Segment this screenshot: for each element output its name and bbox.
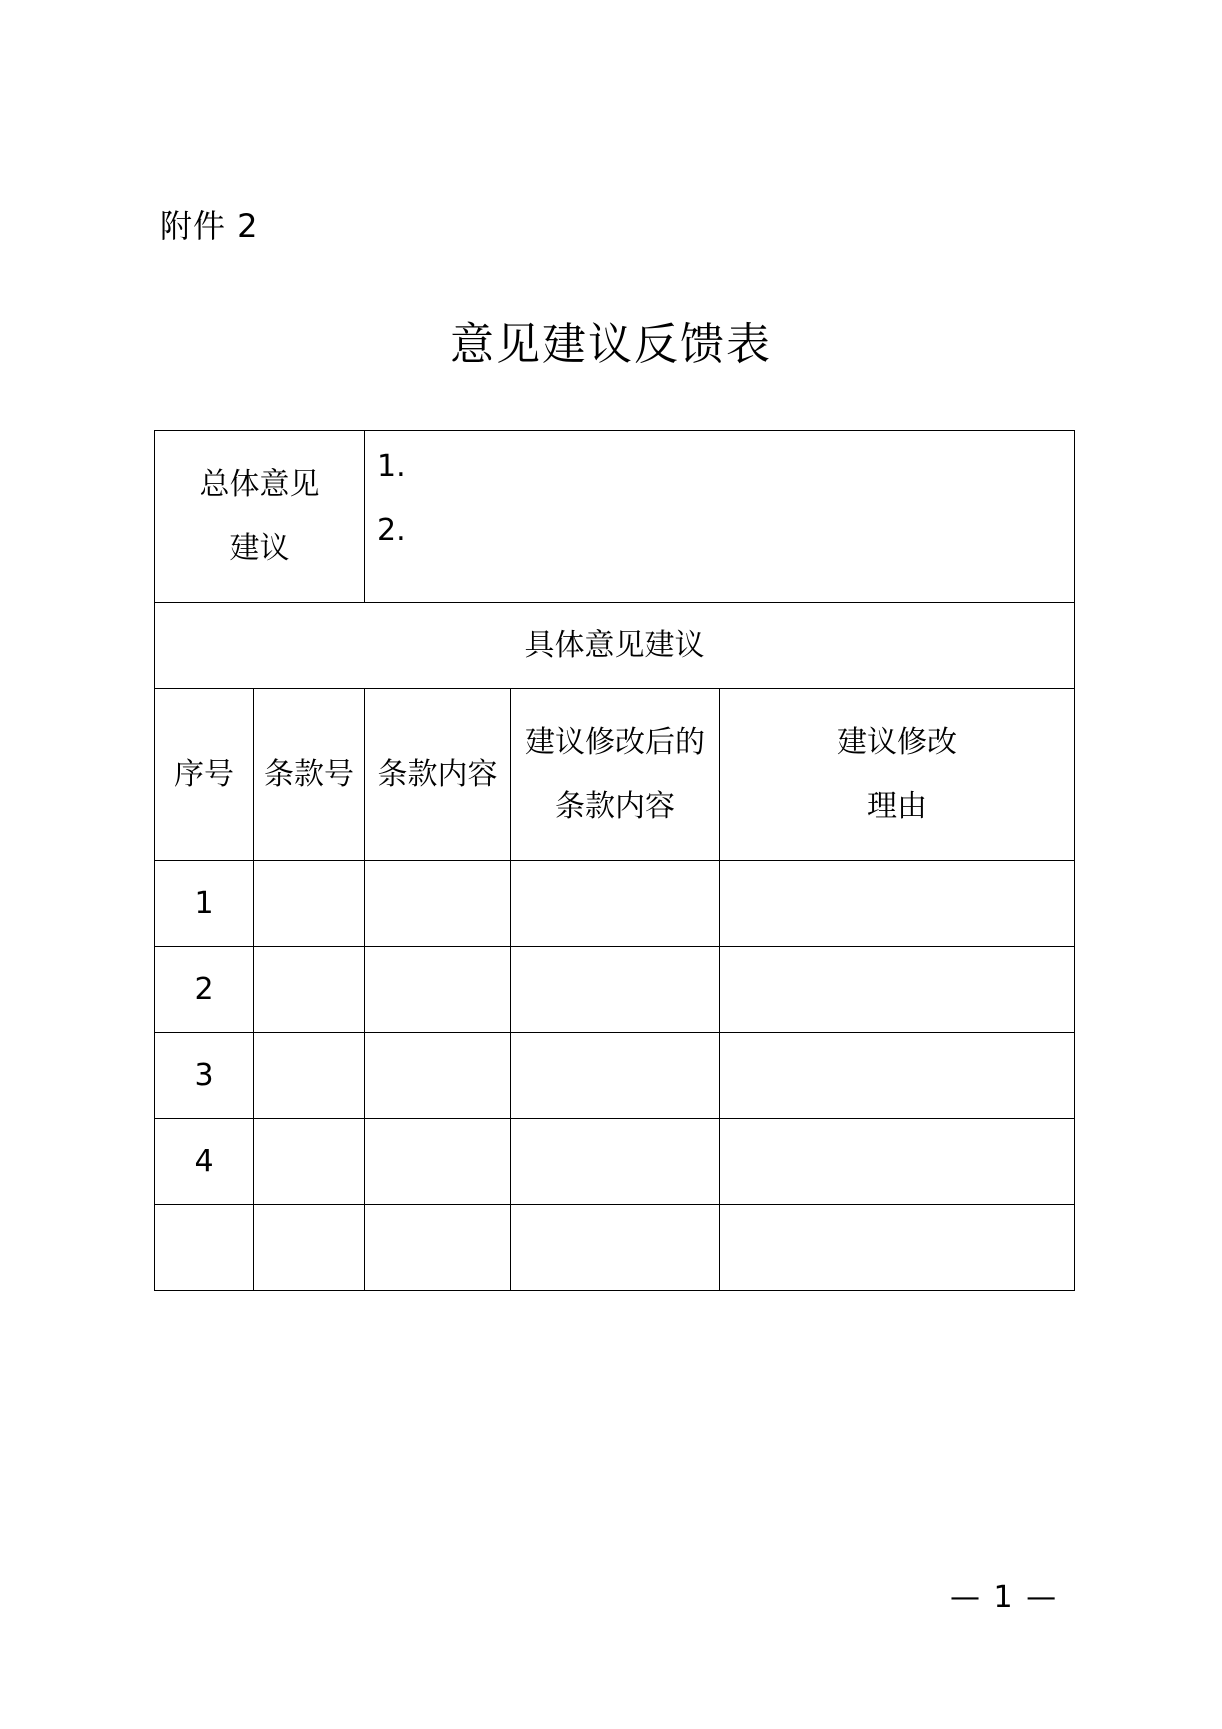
document-title: 意见建议反馈表 bbox=[450, 319, 772, 370]
clause-no-cell[interactable] bbox=[254, 1205, 365, 1291]
feedback-form-table bbox=[154, 430, 1075, 1291]
overall-suggestions-field[interactable] bbox=[365, 431, 1075, 603]
reason-cell[interactable] bbox=[720, 1119, 1075, 1205]
clause-content-cell[interactable] bbox=[365, 1033, 511, 1119]
reason-cell[interactable] bbox=[720, 947, 1075, 1033]
overall-item-1: 1. bbox=[377, 449, 406, 484]
overall-suggestions-row bbox=[155, 431, 1075, 603]
header-revised-line2: 条款内容 bbox=[555, 788, 675, 824]
row-seq: 2 bbox=[155, 947, 254, 1033]
clause-content-cell[interactable] bbox=[365, 861, 511, 947]
table-row bbox=[155, 861, 1075, 947]
table-row bbox=[155, 947, 1075, 1033]
header-reason-line1: 建议修改 bbox=[837, 724, 957, 760]
reason-cell[interactable] bbox=[720, 1033, 1075, 1119]
overall-label-line1: 总体意见 bbox=[199, 466, 320, 502]
clause-no-cell[interactable] bbox=[254, 1119, 365, 1205]
row-seq bbox=[155, 1205, 254, 1291]
specific-suggestions-label: 具体意见建议 bbox=[155, 603, 1075, 689]
header-revised-content bbox=[511, 689, 720, 861]
row-seq: 4 bbox=[155, 1119, 254, 1205]
clause-content-cell[interactable] bbox=[365, 947, 511, 1033]
revised-content-cell[interactable] bbox=[511, 1205, 720, 1291]
header-revised-line1: 建议修改后的 bbox=[525, 724, 705, 760]
page-number: — 1 — bbox=[950, 1580, 1059, 1615]
header-clause-no: 条款号 bbox=[254, 689, 365, 861]
overall-item-2: 2. bbox=[377, 513, 406, 548]
clause-no-cell[interactable] bbox=[254, 861, 365, 947]
revised-content-cell[interactable] bbox=[511, 1033, 720, 1119]
table-header-row bbox=[155, 689, 1075, 861]
header-seq: 序号 bbox=[155, 689, 254, 861]
row-seq: 1 bbox=[155, 861, 254, 947]
row-seq: 3 bbox=[155, 1033, 254, 1119]
attachment-label: 附件 2 bbox=[160, 207, 259, 245]
specific-suggestions-row bbox=[155, 603, 1075, 689]
header-reason bbox=[720, 689, 1075, 861]
clause-no-cell[interactable] bbox=[254, 947, 365, 1033]
revised-content-cell[interactable] bbox=[511, 947, 720, 1033]
clause-content-cell[interactable] bbox=[365, 1119, 511, 1205]
clause-content-cell[interactable] bbox=[365, 1205, 511, 1291]
revised-content-cell[interactable] bbox=[511, 861, 720, 947]
overall-suggestions-label bbox=[155, 431, 365, 603]
clause-no-cell[interactable] bbox=[254, 1033, 365, 1119]
reason-cell[interactable] bbox=[720, 861, 1075, 947]
table-row bbox=[155, 1033, 1075, 1119]
overall-label-line2: 建议 bbox=[229, 530, 290, 566]
header-reason-line2: 理由 bbox=[867, 788, 927, 824]
header-clause-content: 条款内容 bbox=[365, 689, 511, 861]
reason-cell[interactable] bbox=[720, 1205, 1075, 1291]
table-row bbox=[155, 1119, 1075, 1205]
revised-content-cell[interactable] bbox=[511, 1119, 720, 1205]
table-row bbox=[155, 1205, 1075, 1291]
